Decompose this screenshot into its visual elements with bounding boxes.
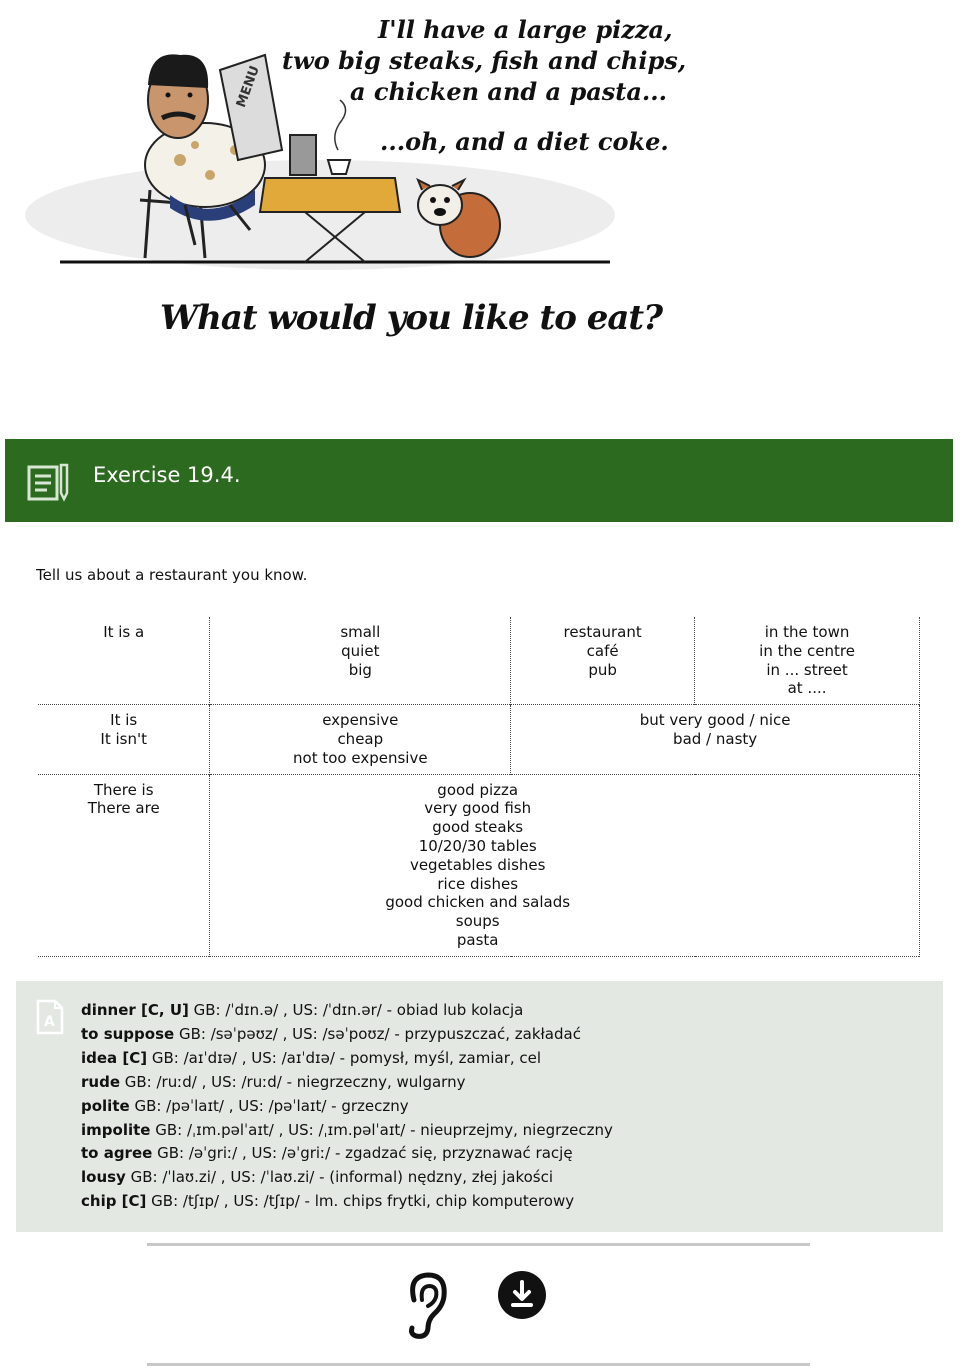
vocab-item: idea [C] GB: /aɪˈdɪə/ , US: /aɪˈdɪə/ - pomysł, myśl, zamiar, cel <box>81 1048 542 1067</box>
exercise-banner <box>5 439 953 522</box>
exercise-intro: Tell us about a restaurant you know. <box>36 566 308 584</box>
table-cell: expensive cheap not too expensive <box>210 705 511 774</box>
table-cell: in the town in the centre in ... street at .... <box>695 617 920 705</box>
download-icon[interactable] <box>497 1270 547 1320</box>
document-icon <box>36 999 64 1035</box>
table-cell: It is It isn't <box>38 705 210 774</box>
table-cell: There is There are <box>38 774 210 956</box>
table-row <box>38 617 920 705</box>
vocabulary-list <box>81 999 613 1214</box>
notes-icon <box>27 461 69 501</box>
table-cell: It is a <box>38 617 210 705</box>
vocab-item: lousy GB: /ˈlaʊ.zi/ , US: /ˈlaʊ.zi/ - (informal) nędzny, złej jakości <box>81 1168 553 1187</box>
table-cell: but very good / nice bad / nasty <box>511 705 920 774</box>
table-row <box>38 705 920 774</box>
divider-top <box>147 1243 810 1246</box>
table-row <box>38 774 920 956</box>
vocab-item: chip [C] GB: /tʃɪp/ , US: /tʃɪp/ - lm. chips frytki, chip komputerowy <box>81 1192 575 1211</box>
vocab-item: to suppose GB: /səˈpəʊz/ , US: /səˈpoʊz/ - przypuszczać, zakładać <box>81 1024 581 1043</box>
speech-line-4: ...oh, and a diet coke. <box>380 127 669 156</box>
vocabulary-box <box>16 981 943 1232</box>
speech-line-3: a chicken and a pasta... <box>350 77 667 106</box>
speech-line-1: I'll have a large pizza, <box>378 15 673 44</box>
restaurant-illustration <box>20 0 687 290</box>
vocab-item: rude GB: /ruːd/ , US: /ruːd/ - niegrzeczny, wulgarny <box>81 1072 466 1091</box>
vocab-item: to agree GB: /əˈgriː/ , US: /əˈgriː/ - zgadzać się, przyznawać rację <box>81 1144 573 1163</box>
vocab-item: dinner [C, U] GB: /ˈdɪn.ə/ , US: /ˈdɪn.ər/ - obiad lub kolacja <box>81 1001 524 1019</box>
svg-text:MENU: MENU <box>233 63 263 110</box>
ear-icon[interactable] <box>400 1270 450 1340</box>
table-cell: restaurant café pub <box>511 617 695 705</box>
vocab-item: impolite GB: /ˌɪm.pəlˈaɪt/ , US: /ˌɪm.pəlˈaɪt/ - nieuprzejmy, niegrzeczny <box>81 1120 613 1139</box>
illustration-caption: What would you like to eat? <box>160 298 663 338</box>
substitution-table <box>38 617 920 957</box>
vocab-item: polite GB: /pəˈlaɪt/ , US: /pəˈlaɪt/ - grzeczny <box>81 1096 409 1115</box>
table-cell: good pizza very good fish good steaks 10/20/30 tables vegetables dishes rice dishes good chicken and salads soups pasta <box>210 774 920 956</box>
speech-line-2: two big steaks, fish and chips, <box>282 46 687 75</box>
svg-text:A: A <box>44 1014 55 1030</box>
exercise-title: Exercise 19.4. <box>93 463 241 487</box>
table-cell: small quiet big <box>210 617 511 705</box>
divider-bottom <box>147 1363 810 1366</box>
